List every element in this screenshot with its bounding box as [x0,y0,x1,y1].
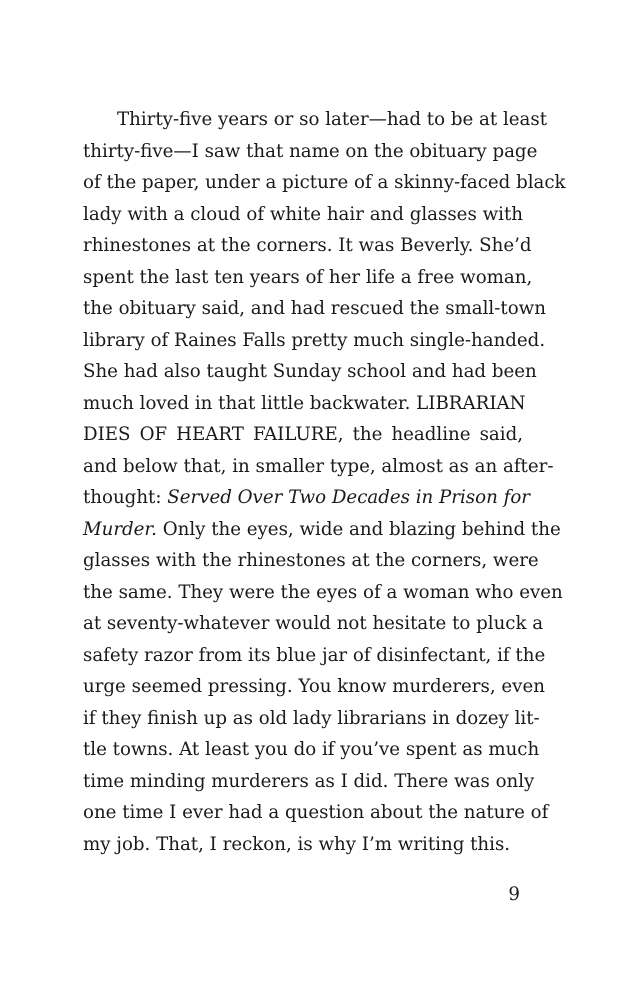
text-line: if they finish up as old lady librarians in dozey lit- [83,707,540,729]
text-line: safety razor from its blue jar of disinfectant, if the [83,644,546,666]
text-line: and below that, in smaller type, almost as an after- [83,455,554,477]
text-line: time minding murderers as I did. There was only [83,770,535,792]
text-line: urge seemed pressing. You know murderers, even [83,676,545,697]
page-number: 9 [508,884,520,905]
body-paragraph [83,104,566,860]
text-line: the same. They were the eyes of a woman who even [83,581,563,603]
text-line: one time I ever had a question about the nature of [83,802,549,823]
text-line: spent the last ten years of her life a free woman, [83,266,533,288]
text-line: my job. That, I reckon, is why I’m writing this. [83,833,511,855]
text-line: glasses with the rhinestones at the corners, were [83,550,539,571]
text-line [83,482,530,514]
text-line: the obituary said, and had rescued the small-town [83,298,546,319]
text-line: She had also taught Sunday school and had been [83,361,537,382]
text-line: library of Raines Falls pretty much single-handed. [83,329,546,351]
text-line [83,514,561,546]
text-segment: Only the eyes, wide and blazing behind the [156,518,561,540]
text-line: at seventy-whatever would not hesitate to pluck a [83,613,544,634]
text-segment: thought: [83,487,168,508]
text-line: thirty-five—I saw that name on the obituary page [83,140,538,162]
text-line: much loved in that little backwater. LIBRARIAN [83,392,526,414]
text-line: of the paper, under a picture of a skinny-faced black [83,172,566,193]
italic-subheadline: Served Over Two Decades in Prison for [167,487,530,508]
text-line: DIES OF HEART FAILURE, the headline said, [83,424,523,445]
text-line: lady with a cloud of white hair and glasses with [83,203,523,225]
italic-subheadline-end: Murder. [83,518,157,540]
text-line: rhinestones at the corners. It was Beverly. She’d [83,235,532,256]
text-line: tle towns. At least you do if you’ve spent as much [83,739,540,760]
text-line: Thirty-five years or so later—had to be at least [117,109,548,130]
